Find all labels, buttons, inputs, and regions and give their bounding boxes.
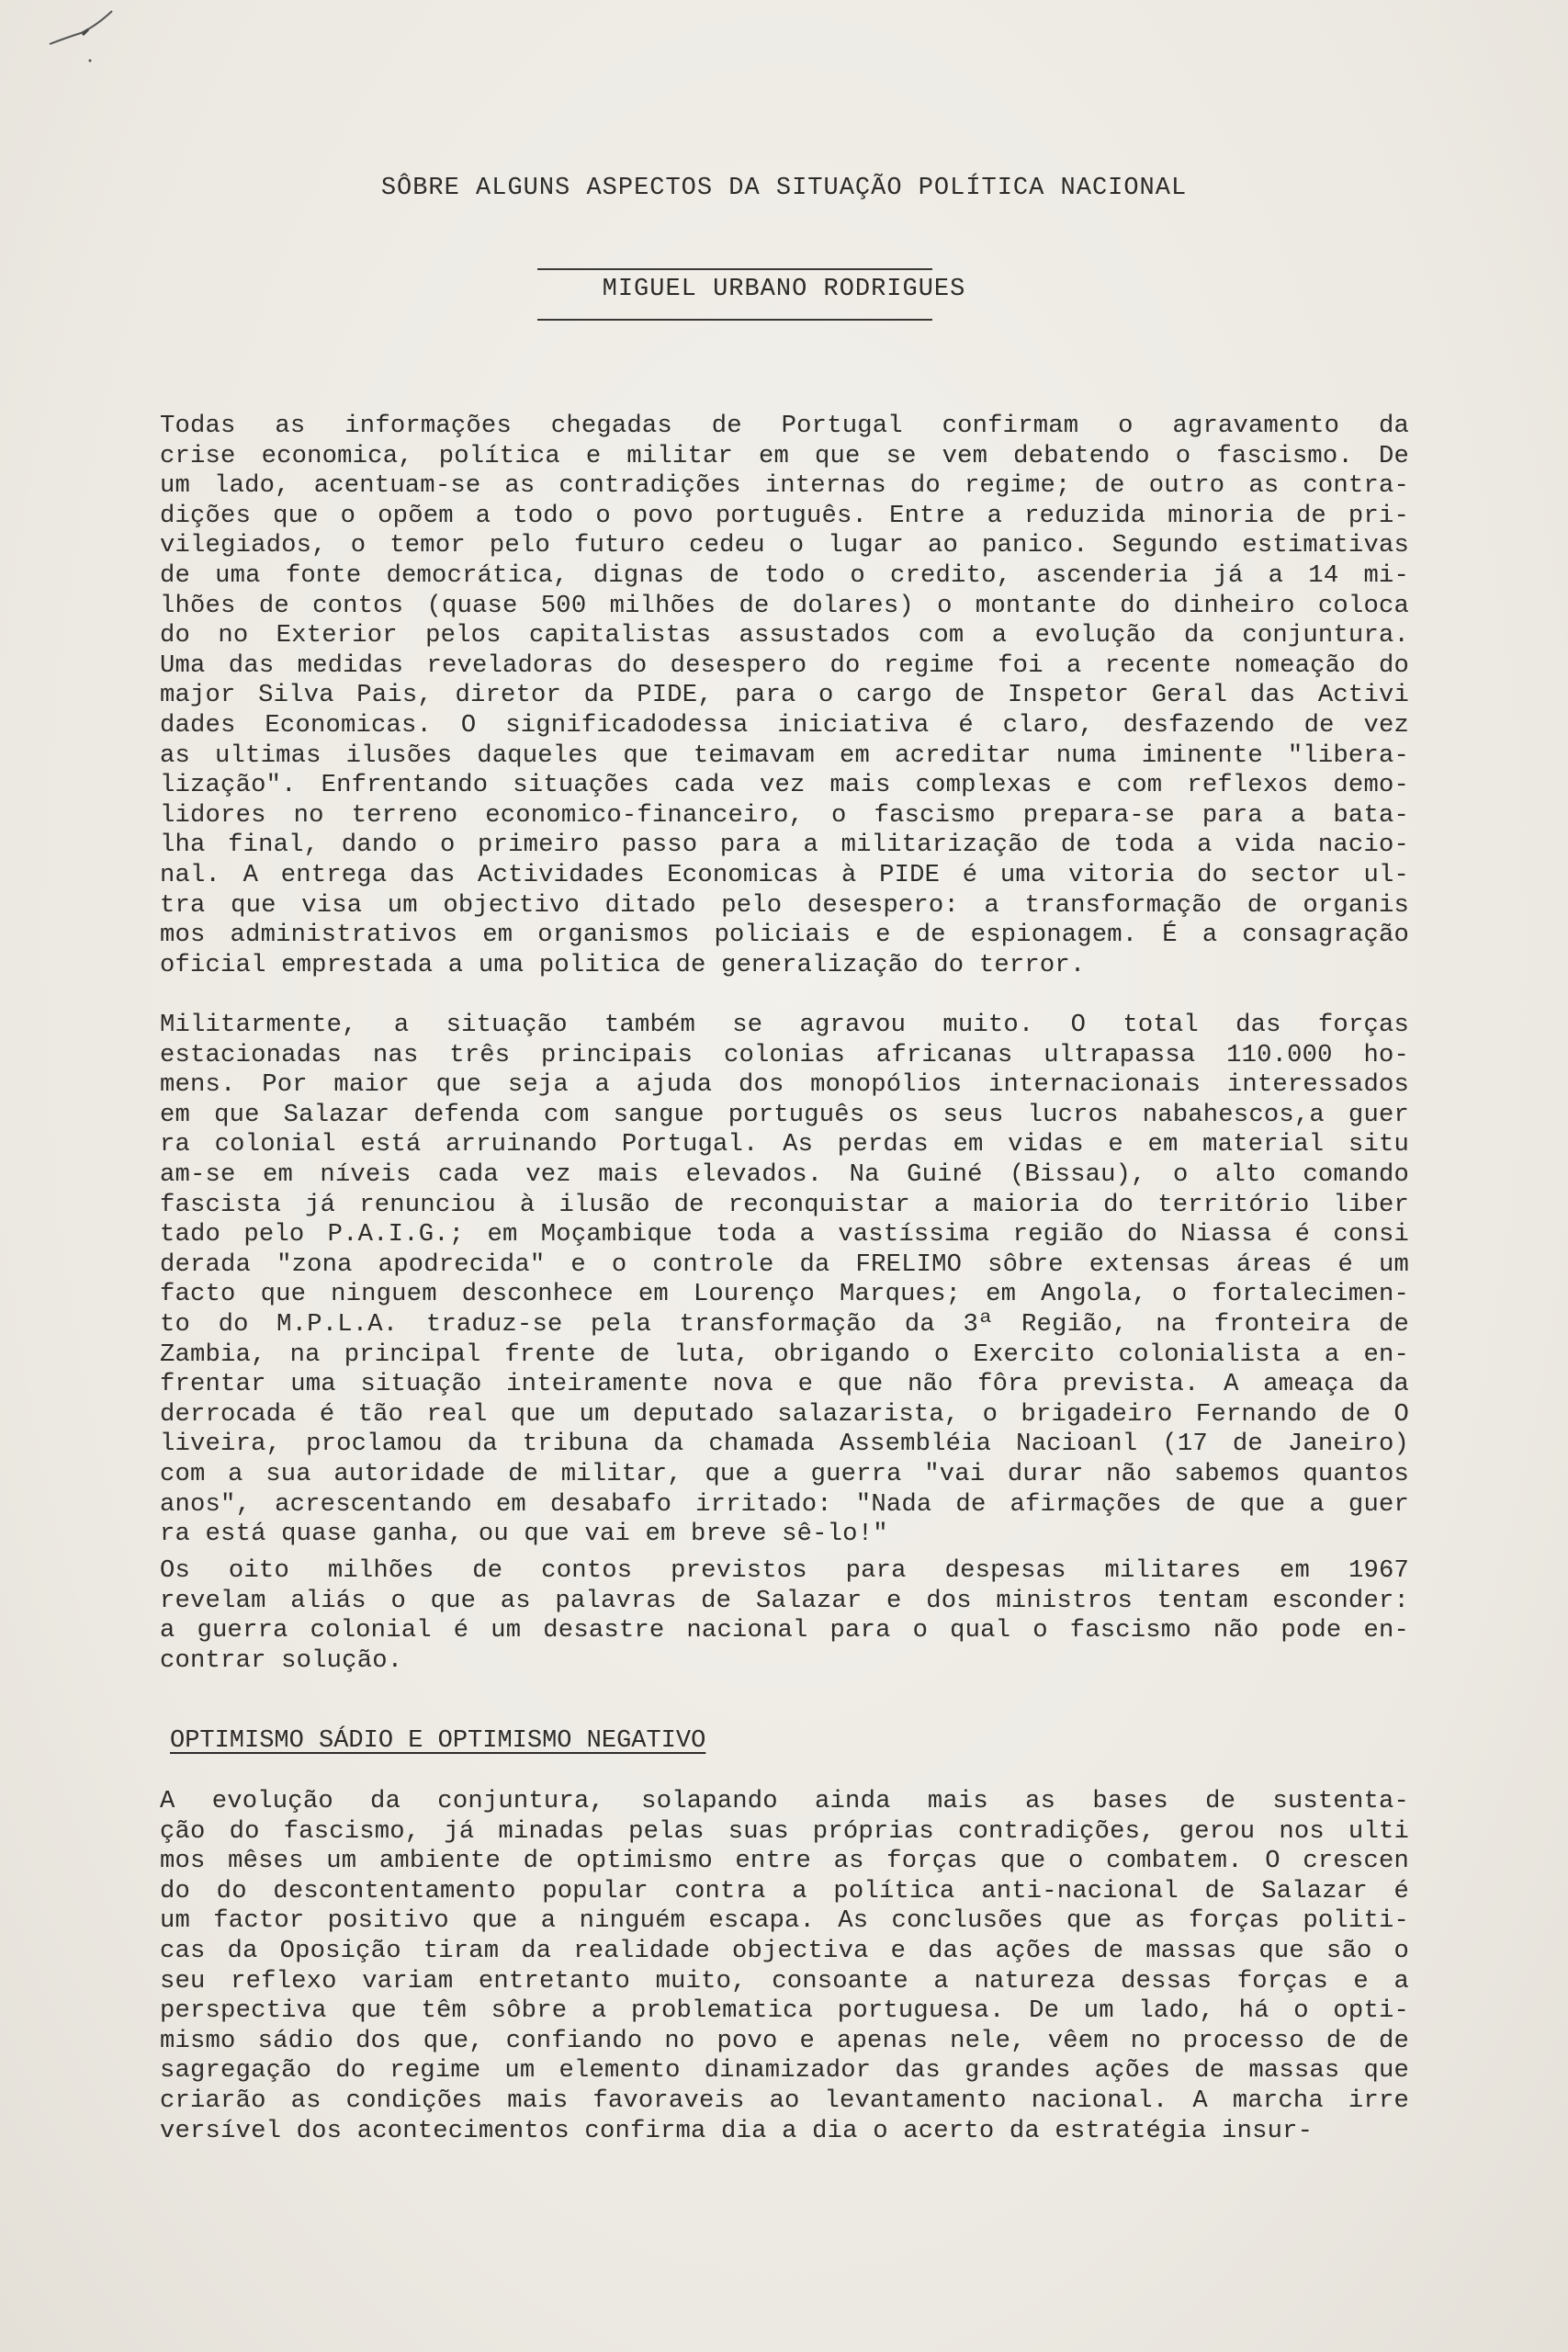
text-line: do do descontentamento popular contra a política anti-nacional de Salazar é	[160, 1876, 1409, 1905]
text-line: com a sua autoridade de militar, que a guerra "vai durar não sabemos quantos	[160, 1459, 1409, 1488]
text-line: cas da Oposição tiram da realidade objectiva e das ações de massas que são o	[160, 1936, 1409, 1965]
text-line: derrocada é tão real que um deputado salazarista, o brigadeiro Fernando de O	[160, 1399, 1409, 1429]
text-line: Todas as informações chegadas de Portugal confirmam o agravamento da	[160, 412, 1409, 440]
text-line: Os oito milhões de contos previstos para despesas militares em 1967	[160, 1556, 1409, 1585]
text-line: estacionadas nas três principais colonias africanas ultrapassa 110.000 ho-	[160, 1040, 1409, 1069]
text-line: fascista já renunciou à ilusão de reconquistar a maioria do território liber	[160, 1190, 1409, 1219]
text-line: dades Economicas. O significadodessa iniciativa é claro, desfazendo de vez	[160, 710, 1409, 740]
text-line: ra está quase ganha, ou que vai em breve sê-lo!"	[160, 1520, 888, 1549]
text-line: ra colonial está arruinando Portugal. As perdas em vidas e em material situ	[160, 1130, 1409, 1159]
text-line: revelam aliás o que as palavras de Salazar e dos ministros tentam esconder:	[160, 1586, 1409, 1615]
text-line: lidores no terreno economico-financeiro, o fascismo prepara-se para a bata-	[160, 800, 1409, 830]
text-line: contrar solução.	[160, 1645, 403, 1675]
text-line: mens. Por maior que seja a ajuda dos monopólios internacionais interessados	[160, 1070, 1409, 1100]
text-line: criarão as condições mais favoraveis ao levantamento nacional. A marcha irre	[160, 2086, 1409, 2115]
text-line: major Silva Pais, diretor da PIDE, para o cargo de Inspetor Geral das Activi	[160, 681, 1409, 710]
paragraph-4	[160, 1787, 1409, 2146]
document-author: MIGUEL URBANO RODRIGUES	[602, 276, 966, 303]
paragraph-1	[160, 412, 1409, 980]
author-bottom-rule	[537, 319, 932, 321]
text-line: as ultimas ilusões daqueles que teimavam em acreditar numa iminente "libera-	[160, 741, 1409, 770]
text-line: a guerra colonial é um desastre nacional para o qual o fascismo não pode en-	[160, 1616, 1409, 1645]
text-line: mos mêses um ambiente de optimismo entre as forças que o combatem. O crescen	[160, 1847, 1409, 1876]
section-heading: OPTIMISMO SÁDIO E OPTIMISMO NEGATIVO	[170, 1727, 706, 1755]
document-title: SÔBRE ALGUNS ASPECTOS DA SITUAÇÃO POLÍTICA NACIONAL	[380, 175, 1188, 202]
text-line: nal. A entrega das Actividades Economicas à PIDE é uma vitoria do sector ul-	[160, 860, 1409, 889]
text-line: Zambia, na principal frente de luta, obrigando o Exercito colonialista a en-	[160, 1340, 1409, 1369]
text-line: frentar uma situação inteiramente nova e que não fôra prevista. A ameaça da	[160, 1370, 1409, 1399]
text-line: A evolução da conjuntura, solapando ainda mais as bases de sustenta-	[160, 1787, 1409, 1815]
text-line: do no Exterior pelos capitalistas assustados com a evolução da conjuntura.	[160, 621, 1409, 650]
text-line: sagregação do regime um elemento dinamizador das grandes ações de massas que	[160, 2056, 1409, 2086]
text-line: anos", acrescentando em desabafo irritado: "Nada de afirmações de que a guer	[160, 1489, 1409, 1519]
text-line: um factor positivo que a ninguém escapa. As conclusões que as forças politi-	[160, 1906, 1409, 1936]
text-line: mismo sádio dos que, confiando no povo e apenas nele, vêem no processo de de	[160, 2026, 1409, 2055]
text-line: vilegiados, o temor pelo futuro cedeu o lugar ao panico. Segundo estimativas	[160, 531, 1409, 560]
text-line: lhões de contos (quase 500 milhões de dolares) o montante do dinheiro coloca	[160, 591, 1409, 620]
text-line: tado pelo P.A.I.G.; em Moçambique toda a vastíssima região do Niassa é consi	[160, 1220, 1409, 1250]
text-line: versível dos acontecimentos confirma dia a dia o acerto da estratégia insur-	[160, 2116, 1314, 2145]
paragraph-3	[160, 1556, 1409, 1676]
text-line: Uma das medidas reveladoras do desespero do regime foi a recente nomeação do	[160, 650, 1409, 680]
text-line: lização". Enfrentando situações cada vez mais complexas e com reflexos demo-	[160, 771, 1409, 800]
text-line: liveira, proclamou da tribuna da chamada Assembléia Nacioanl (17 de Janeiro)	[160, 1430, 1409, 1459]
text-line: am-se em níveis cada vez mais elevados. Na Guiné (Bissau), o alto comando	[160, 1159, 1409, 1189]
text-line: oficial emprestada a uma politica de generalização do terror.	[160, 950, 1086, 979]
text-line: tra que visa um objectivo ditado pelo desespero: a transformação de organis	[160, 890, 1409, 920]
text-line: lha final, dando o primeiro passo para a militarização de toda a vida nacio-	[160, 831, 1409, 860]
text-line: de uma fonte democrática, dignas de todo o credito, ascenderia já a 14 mi-	[160, 560, 1409, 590]
pen-mark-icon	[46, 7, 119, 62]
author-top-rule	[537, 268, 932, 270]
text-line: derada "zona apodrecida" e o controle da FRELIMO sôbre extensas áreas é um	[160, 1250, 1409, 1279]
text-line: facto que ninguem desconhece em Lourenço Marques; em Angola, o fortalecimen-	[160, 1280, 1409, 1309]
text-line: perspectiva que têm sôbre a problematica portuguesa. De um lado, há o opti-	[160, 1996, 1409, 2026]
text-line: to do M.P.L.A. traduz-se pela transformação da 3ª Região, na fronteira de	[160, 1309, 1409, 1339]
text-line: seu reflexo variam entretanto muito, consoante a natureza dessas forças e a	[160, 1966, 1409, 1996]
text-line: Militarmente, a situação também se agravou muito. O total das forças	[160, 1011, 1409, 1039]
text-line: mos administrativos em organismos policiais e de espionagem. É a consagração	[160, 921, 1409, 950]
text-line: um lado, acentuam-se as contradições internas do regime; de outro as contra-	[160, 471, 1409, 501]
text-line: em que Salazar defenda com sangue português os seus lucros nabahescos,a guer	[160, 1100, 1409, 1129]
text-line: crise economica, política e militar em que se vem debatendo o fascismo. De	[160, 441, 1409, 470]
paragraph-2	[160, 1011, 1409, 1550]
text-line: dições que o opõem a todo o povo português. Entre a reduzida minoria de pri-	[160, 501, 1409, 530]
text-line: ção do fascismo, já minadas pelas suas próprias contradições, gerou nos ulti	[160, 1816, 1409, 1846]
